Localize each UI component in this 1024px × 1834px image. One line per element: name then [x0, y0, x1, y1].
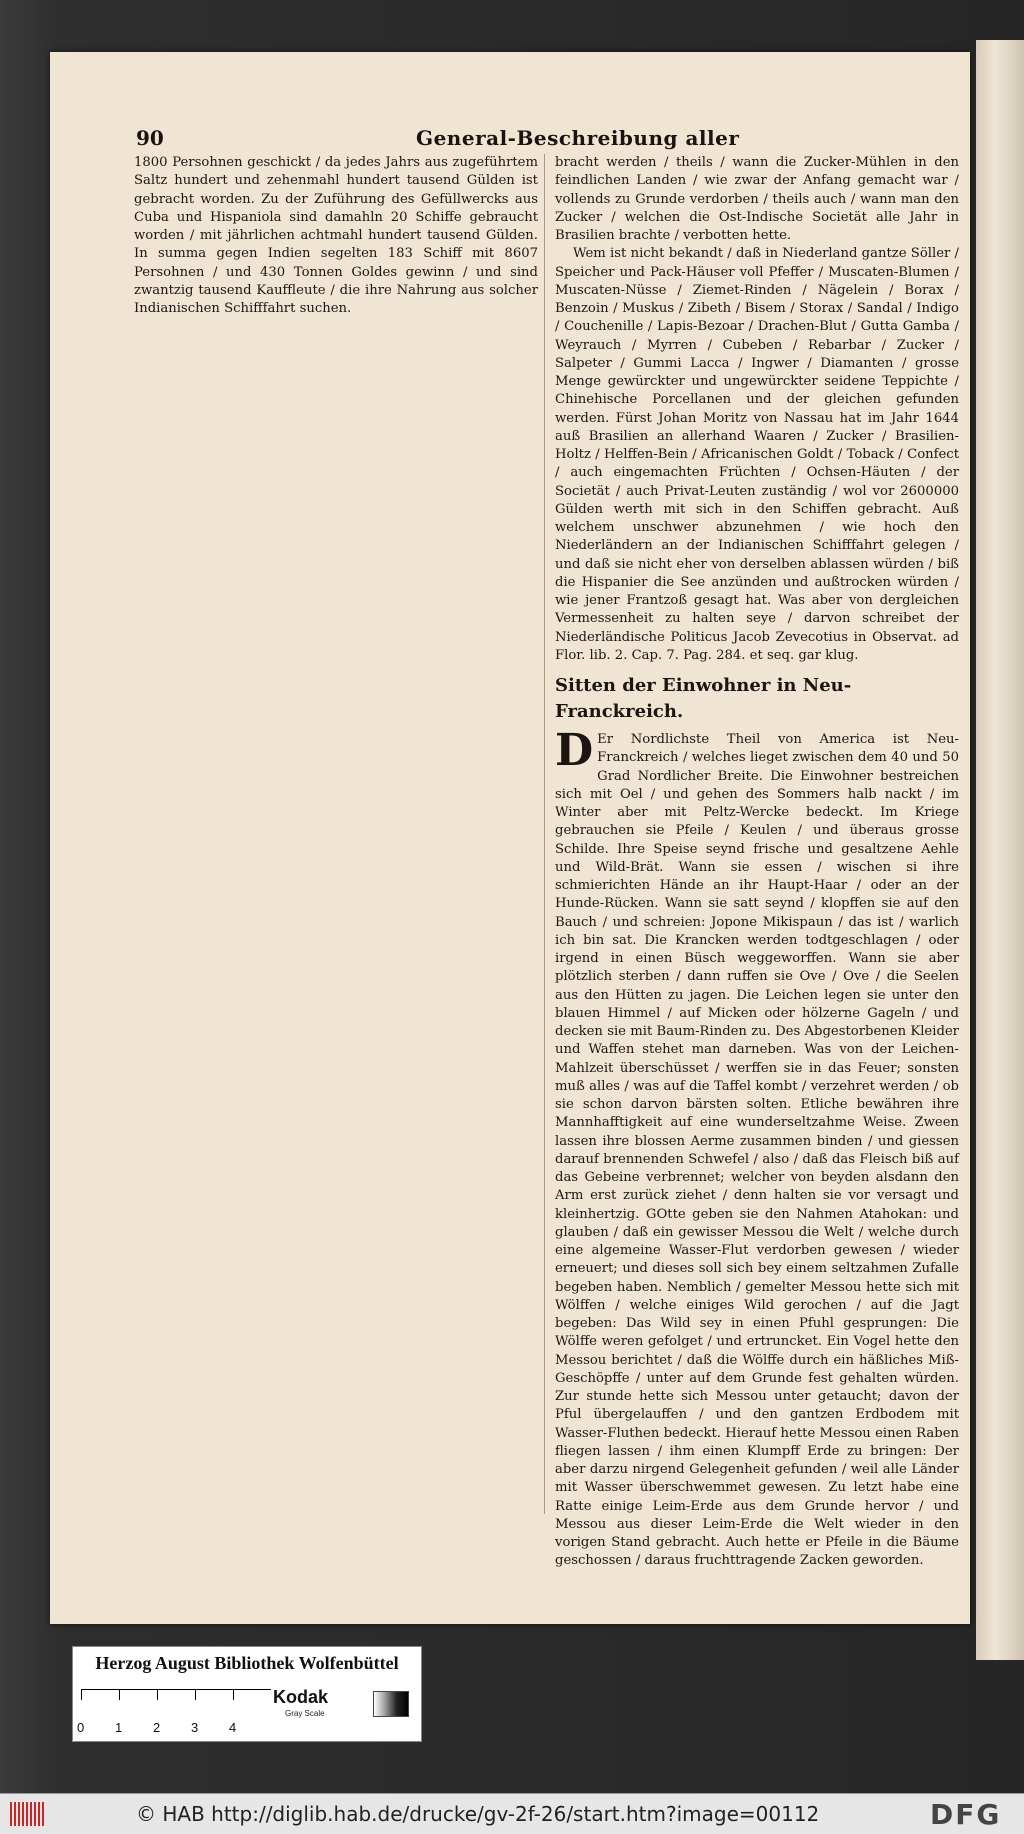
- ruler-label: 0: [77, 1720, 85, 1735]
- next-page-edge: [976, 40, 1024, 1660]
- gray-scale-chip: [373, 1691, 409, 1717]
- library-name: Herzog August Bibliothek Wolfenbüttel: [95, 1653, 399, 1673]
- ruler-label: 4: [229, 1720, 237, 1735]
- column-divider: [544, 154, 545, 1514]
- viewer-footer: [0, 1793, 1024, 1834]
- library-color-target: [72, 1646, 422, 1742]
- running-title: General-Beschreibung aller: [416, 126, 740, 150]
- left-paragraph: 1800 Persohnen geschickt / da jedes Jahrs aus zugeführtem Saltz hundert und zehenmahl hundert tausend Gülden ist gebracht worden. Zu der Zuführung des Gefüllwercks aus Cuba und Hispaniola sind damahln 20 Schiffe gebraucht worden / mit jährlichen achtmahl hundert tausend Gülden. In summa gegen Indien segelten 183 Schiff mit 8607 Persohnen / und 430 Tonnen Goldes gewinn / und sind zwantzig tausend Kauffleute / die ihre Nahrung aus solcher Indianischen Schifffahrt suchen.: [134, 155, 538, 316]
- gray-scale-label: Gray Scale: [285, 1709, 325, 1718]
- drop-cap: D: [555, 725, 594, 776]
- copyright-link[interactable]: © HAB http://diglib.hab.de/drucke/gv-2f-26/start.htm?image=00112: [136, 1802, 820, 1826]
- right-paragraph-continuation: bracht werden / theils / wann die Zucker-Mühlen in den feindlichen Landen / wie zwar der Anfang gemacht war / vollends zu Grunde verdorben / theils auch / wann man den Zucker / welchen die Ost-Indische Societät alle Jahr in Brasilien brachte / verbotten hette.: [555, 155, 959, 243]
- section-heading: Sitten der Einwohner in Neu-Franckreich.: [555, 675, 852, 722]
- kodak-logo: Kodak: [273, 1687, 329, 1707]
- section-paragraph: [555, 725, 959, 1571]
- barcode-icon: [10, 1802, 46, 1826]
- left-column: [134, 154, 538, 1624]
- scale-ruler: [77, 1689, 271, 1735]
- ruler-label: 2: [153, 1720, 161, 1735]
- right-column: [555, 154, 959, 1644]
- dfg-logo: DFG: [930, 1798, 1002, 1831]
- page-number: 90: [136, 126, 164, 150]
- ruler-label: 1: [115, 1720, 123, 1735]
- right-paragraph: Wem ist nicht bekandt / daß in Niederland gantze Söller / Speicher und Pack-Häuser voll Pfeffer / Muscaten-Blumen / Muscaten-Nüsse / Ziemet-Rinden / Nägelein / Borax / Benzoin / Muskus / Zibeth / Bisem / Storax / Sandal / Indigo / Couchenille / Lapis-Bezoar / Drachen-Blut / Gutta Gamba / Weyrauch / Myrren / Cubeben / Rebarbar / Zucker / Salpeter / Gummi Lacca / Ingwer / Diamanten / grosse Menge gewürckter und ungewürckter seidene Teppichte / Chinehische Porcellanen und der gleichen gefunden werden. Fürst Johan Moritz von Nassau hat im Jahr 1644 auß Brasilien an allerhand Waaren / Zucker / Brasilien-Holtz / Helffen-Bein / Africanischen Goldt / Toback / Confect / auch eingemachten Früchten / Ochsen-Häuten / der Societät / auch Privat-Leuten zuständig / wol vor 2600000 Gülden werth mit sich in den Schiffen gebracht. Auß welchem unschwer abzunehmen / wie hoch den Niederländern an der Indianischen Schifffahrt gelegen / und daß sie nicht eher von derselben ablassen würden / biß die Hispanier die See anzünden und außtrocken würden / wie jener Frantzoß gesagt hat. Was aber von dergleichen Vermessenheit zu halten seye / darvon schreibet der Niederländische Politicus Jacob Zevecotius in Observat. ad Flor. lib. 2. Cap. 7. Pag. 284. et seq. gar klug.: [555, 246, 959, 663]
- ruler-label: 3: [191, 1720, 199, 1735]
- section-text: Er Nordlichste Theil von America ist Neu-Franckreich / welches lieget zwischen dem 40 und 50 Grad Nordlicher Breite. Die Einwohner bestreichen sich mit Oel / und gehen des Sommers halb nackt / im Winter aber mit Peltz-Wercke bedeckt. Im Kriege gebrauchen sie Pfeile / Keulen / und überaus grosse Schilde. Ihre Speise seynd frische und gesaltzene Aehle und Wild-Brät. Wann sie essen / wischen si ihre schmierichten Hände an ihr Haupt-Haar / oder an der Hunde-Rücken. Wann sie satt seynd / klopffen sie auf den Bauch / und schreien: Jopone Mikispaun / das ist / warlich ich bin sat. Die Krancken werden todtgeschlagen / oder irgend in einen Büsch weggeworffen. Wann sie aber plötzlich sterben / dann ruffen sie Ove / Ove / die Seelen aus den Hütten zu jagen. Die Leichen legen sie unter den blauen Himmel / auf Micken oder hölzerne Gageln / und decken sie mit Baum-Rinden zu. Des Abgestorbenen Kleider und Waffen stehet man darneben. Was von der Leichen-Mahlzeit überschüsset / werffen sie in das Feuer; sonsten muß alles / was auf die Taffel kombt / verzehret werden / ob sie schon darvon bärsten solten. Etliche bewähren ihre Mannhafftigkeit auf eine wunderseltzahme Weise. Zween lassen ihre blossen Aerme zusammen binden / und giessen darauf brennenden Schwefel / also / daß das Fleisch biß auf das Gebeine verbrennet; welcher von beyden alsdann den Arm erst zurück ziehet / denn halten sie vor versagt und kleinhertzig. GOtte geben sie den Nahmen Atahokan: und glauben / daß ein gewisser Messou die Welt / welche durch eine algemeine Wasser-Flut verdorben gewesen / wieder erneuert; und dieses soll sich bey einem seltzahmen Zufalle begeben haben. Nemblich / gemelter Messou hette sich mit Wölffen / welche einiges Wild gerochen / auf die Jagt begeben: Das Wild sey in einen Pfuhl gesprungen: Die Wölffe weren gefolget / und ertruncket. Ein Vogel hette den Messou berichtet / daß die Wölffe durch ein häßliches Miß-Geschöpffe / unter auf dem Grunde fest gehalten würden. Zur stunde hette sich Messou unter getaucht; davon der Pful übergelauffen / und den gantzen Erdbodem mit Wasser-Fluthen bedeckt. Hierauf hette Messou einen Raben fliegen lassen / ihm einen Klumpff Erde zu bringen: Der aber darzu nirgend Gelegenheit gefunden / weil alle Länder mit Wasser überschwemmet gewesen. Zu letzt habe eine Ratte einige Leim-Erde aus dem Grunde hervor / und Messou aus dieser Leim-Erde die Welt wieder in den vorigen Stand gebracht. Auch hette er Pfeile in die Bäume geschossen / daraus fruchttragende Zacken geworden.: [555, 732, 959, 1569]
